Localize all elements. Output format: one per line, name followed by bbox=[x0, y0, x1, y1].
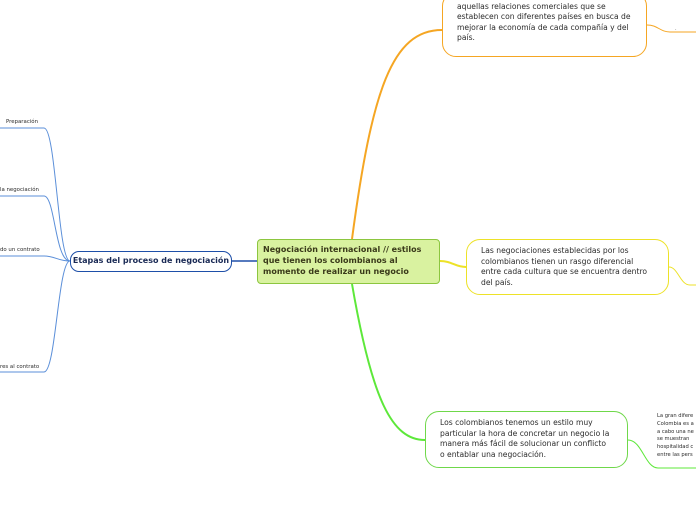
yellow-branch-text: Las negociaciones establecidas por los colombianos tienen un rasgo diferencial entre cada cultura que se encuentra dentro del país. bbox=[481, 246, 648, 287]
green-branch-text: Los colombianos tenemos un estilo muy particular la hora de concretar un negocio la manera más fácil de solucionar un conflicto o entablar una negociación. bbox=[440, 418, 610, 459]
green-leaf-line: La gran difere bbox=[657, 413, 694, 419]
link-orange-to-leaf bbox=[647, 25, 696, 32]
link-etapas-to-alcontrato bbox=[0, 261, 70, 372]
link-yellow-to-leaf bbox=[669, 267, 696, 285]
leaf-negociacion[interactable]: la negociación bbox=[0, 187, 39, 193]
link-central-to-orange bbox=[352, 30, 442, 239]
orange-branch-node[interactable] bbox=[442, 0, 647, 57]
link-central-to-yellow bbox=[440, 261, 466, 267]
link-etapas-to-preparacion bbox=[0, 128, 70, 261]
green-leaf-line: Colombia es a bbox=[657, 420, 694, 427]
green-leaf-line: se muestran bbox=[657, 436, 690, 443]
etapas-branch-label: Etapas del proceso de negociación bbox=[72, 256, 230, 265]
link-central-to-green bbox=[352, 284, 425, 440]
yellow-branch-node[interactable] bbox=[466, 239, 669, 295]
etapas-branch-node[interactable] bbox=[70, 251, 232, 272]
leaf-al-contrato[interactable]: res al contrato bbox=[0, 364, 40, 370]
central-topic-label: Negociación internacional // estilos que tienen los colombianos al momento de realizar un negocio bbox=[263, 245, 422, 276]
orange-leaf-mark: . bbox=[675, 26, 677, 32]
green-branch-node[interactable] bbox=[425, 411, 628, 468]
link-etapas-to-contrato bbox=[0, 256, 70, 261]
leaf-preparacion[interactable]: Preparación bbox=[6, 119, 38, 125]
green-leaf-text[interactable] bbox=[657, 413, 696, 460]
central-topic[interactable] bbox=[257, 239, 440, 284]
green-leaf-line: entre las pers bbox=[657, 451, 693, 458]
leaf-contrato[interactable]: do un contrato bbox=[0, 247, 40, 253]
green-leaf-line: a cabo una ne bbox=[657, 428, 694, 435]
green-leaf-line: hospitalidad c bbox=[657, 444, 694, 451]
orange-branch-text: aquellas relaciones comerciales que se establecen con diferentes países en busca de mejorar la economía de cada compañía y del país. bbox=[457, 1, 631, 43]
